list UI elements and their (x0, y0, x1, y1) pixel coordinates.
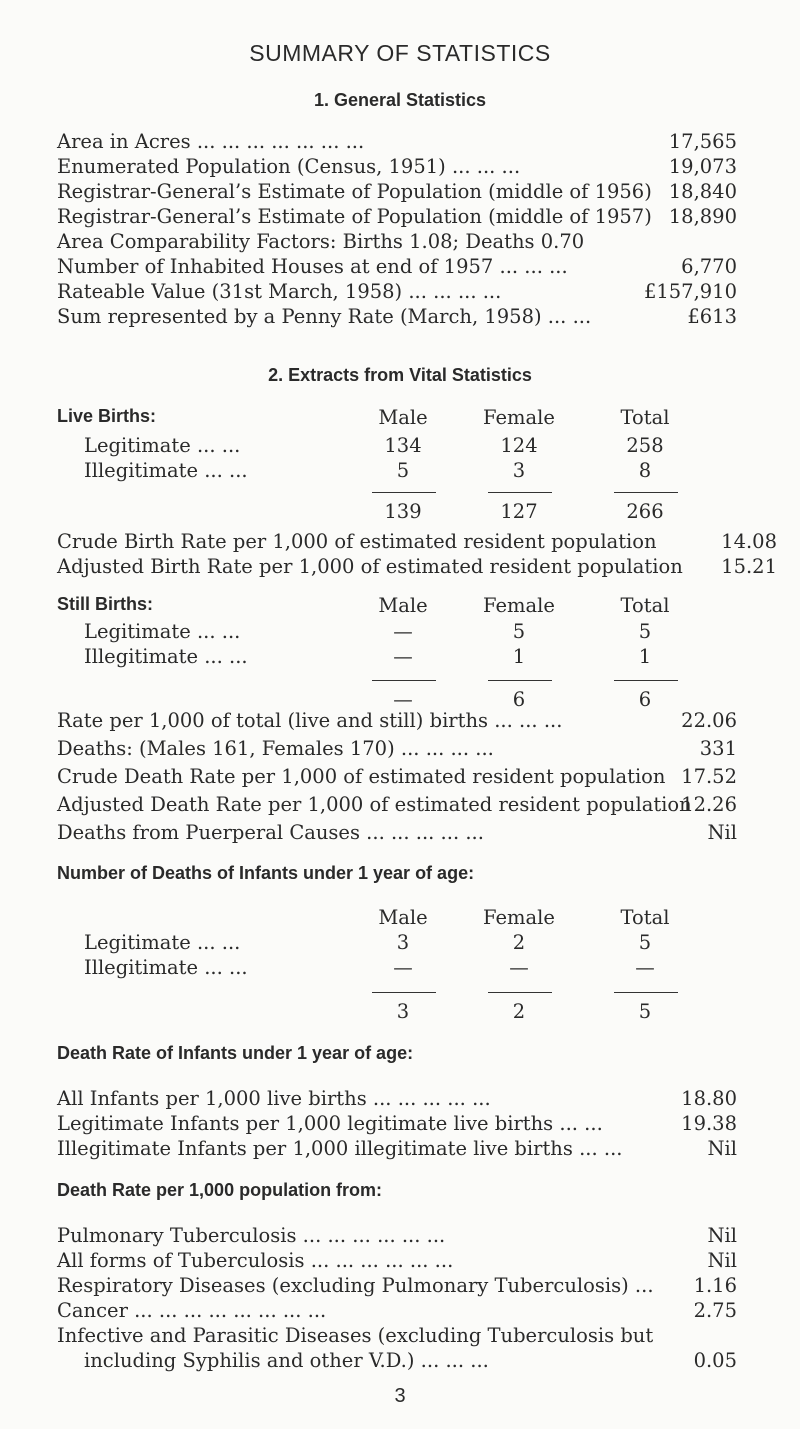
divider (488, 680, 552, 681)
population-rate-value: Nil (707, 1224, 737, 1247)
infant-rate-value: Nil (707, 1137, 737, 1160)
total-cell: 127 (500, 500, 538, 523)
table-cell: 5 (638, 620, 652, 643)
still-births-title: Still Births: (57, 594, 154, 614)
table-row-label: Illegitimate ... ... (84, 459, 248, 482)
table-row-label: Legitimate ... ... (84, 931, 241, 954)
infant-rate-value: 19.38 (681, 1112, 737, 1135)
divider (614, 492, 678, 493)
rate-label: Adjusted Birth Rate per 1,000 of estimated resident population (57, 555, 683, 578)
death-row-value: 17.52 (681, 765, 737, 788)
population-rate-row (57, 1349, 737, 1373)
divider (488, 992, 552, 993)
table-cell: 1 (512, 645, 526, 668)
rate-label: Crude Birth Rate per 1,000 of estimated resident population (57, 530, 657, 553)
column-header: Total (620, 594, 670, 617)
table-cell: 2 (512, 931, 526, 954)
general-row (57, 205, 737, 229)
general-row (57, 180, 737, 204)
general-statistics-heading: 1. General Statistics (313, 90, 487, 110)
infant-rate-row (57, 1087, 737, 1111)
infant-rate-label: All Infants per 1,000 live births ... ... ... ... ... (57, 1087, 491, 1110)
column-header: Female (483, 906, 555, 929)
total-cell: 139 (384, 500, 422, 523)
total-cell: 5 (638, 1000, 652, 1023)
table-row-label: Illegitimate ... ... (84, 956, 248, 979)
table-cell: 3 (512, 459, 526, 482)
divider (372, 992, 436, 993)
table-cell: — (393, 956, 413, 979)
page-title: SUMMARY OF STATISTICS (249, 40, 551, 66)
population-rate-row (57, 1324, 737, 1348)
table-cell: 8 (638, 459, 652, 482)
population-rate-value: 1.16 (693, 1274, 737, 1297)
population-rate-title: Death Rate per 1,000 population from: (57, 1180, 383, 1200)
death-row-label: Adjusted Death Rate per 1,000 of estimated resident population (57, 793, 692, 816)
table-row-label: Illegitimate ... ... (84, 645, 248, 668)
infant-rate-row (57, 1112, 737, 1136)
population-rate-label: All forms of Tuberculosis ... ... ... ... ... ... (57, 1249, 454, 1272)
table-cell: 5 (638, 931, 652, 954)
general-row-label: Area in Acres ... ... ... ... ... ... ... (57, 130, 365, 153)
death-row-value: 331 (699, 737, 737, 760)
table-cell: 124 (500, 434, 538, 457)
population-rate-row (57, 1274, 737, 1298)
population-rate-label: Respiratory Diseases (excluding Pulmonary Tuberculosis) ... (57, 1274, 654, 1297)
death-row-label: Rate per 1,000 of total (live and still) births ... ... ... (57, 709, 563, 732)
divider (488, 492, 552, 493)
column-header: Total (620, 906, 670, 929)
table-cell: 134 (384, 434, 422, 457)
rate-row (57, 530, 777, 554)
table-cell: — (635, 956, 655, 979)
divider (372, 492, 436, 493)
population-rate-row (57, 1299, 737, 1323)
death-row-label: Deaths: (Males 161, Females 170) ... ... ... ... (57, 737, 494, 760)
general-row-label: Rateable Value (31st March, 1958) ... ... ... ... (57, 280, 502, 303)
infant-rate-row (57, 1137, 737, 1161)
total-cell: 6 (512, 688, 526, 711)
population-rate-row (57, 1224, 737, 1248)
death-row-label: Crude Death Rate per 1,000 of estimated resident population (57, 765, 666, 788)
general-row-label: Area Comparability Factors: Births 1.08; Deaths 0.70 (57, 230, 585, 253)
population-rate-value: 2.75 (693, 1299, 737, 1322)
total-cell: — (393, 688, 413, 711)
column-header: Male (378, 406, 428, 429)
infant-rate-label: Illegitimate Infants per 1,000 illegitimate live births ... ... (57, 1137, 623, 1160)
death-row-value: 12.26 (681, 793, 737, 816)
table-cell: 258 (626, 434, 664, 457)
column-header: Total (620, 406, 670, 429)
column-header: Female (483, 406, 555, 429)
general-row (57, 280, 737, 304)
column-header: Male (378, 594, 428, 617)
infant-rate-label: Legitimate Infants per 1,000 legitimate live births ... ... (57, 1112, 603, 1135)
rate-value: 14.08 (721, 530, 777, 553)
total-cell: 3 (396, 1000, 410, 1023)
population-rate-value: Nil (707, 1249, 737, 1272)
general-row (57, 155, 737, 179)
table-cell: — (393, 620, 413, 643)
divider (614, 680, 678, 681)
table-row-label: Legitimate ... ... (84, 620, 241, 643)
death-row-label: Deaths from Puerperal Causes ... ... ... ... ... (57, 821, 484, 844)
population-rate-label: Pulmonary Tuberculosis ... ... ... ... ... ... (57, 1224, 446, 1247)
live-births-title: Live Births: (57, 406, 157, 426)
general-row-value: 19,073 (668, 155, 737, 178)
death-row-value: 22.06 (681, 709, 737, 732)
general-row (57, 130, 737, 154)
table-cell: 3 (396, 931, 410, 954)
page-number: 3 (394, 1385, 406, 1407)
general-row-value: 18,890 (668, 205, 737, 228)
death-row (57, 737, 737, 761)
general-row-label: Registrar-General’s Estimate of Population (middle of 1956) (57, 180, 652, 203)
infant-deaths-title: Number of Deaths of Infants under 1 year of age: (57, 863, 475, 883)
rate-value: 15.21 (721, 555, 777, 578)
total-cell: 266 (626, 500, 664, 523)
general-row (57, 305, 737, 329)
table-cell: — (509, 956, 529, 979)
table-cell: — (393, 645, 413, 668)
divider (614, 992, 678, 993)
total-cell: 6 (638, 688, 652, 711)
population-rate-label: including Syphilis and other V.D.) ... ... ... (84, 1349, 489, 1372)
rate-row (57, 555, 777, 579)
divider (372, 680, 436, 681)
general-row-label: Sum represented by a Penny Rate (March, 1958) ... ... (57, 305, 592, 328)
infant-rate-title: Death Rate of Infants under 1 year of age: (57, 1043, 414, 1063)
death-row (57, 709, 737, 733)
table-cell: 1 (638, 645, 652, 668)
population-rate-label: Cancer ... ... ... ... ... ... ... ... (57, 1299, 327, 1322)
infant-rate-value: 18.80 (681, 1087, 737, 1110)
general-row-value: 6,770 (681, 255, 737, 278)
death-row (57, 765, 737, 789)
population-rate-row (57, 1249, 737, 1273)
table-cell: 5 (396, 459, 410, 482)
general-row-label: Number of Inhabited Houses at end of 1957 ... ... ... (57, 255, 568, 278)
general-row-value: £157,910 (643, 280, 737, 303)
column-header: Male (378, 906, 428, 929)
general-row-value: £613 (687, 305, 737, 328)
population-rate-label: Infective and Parasitic Diseases (excluding Tuberculosis but (57, 1324, 654, 1347)
general-row (57, 255, 737, 279)
death-row (57, 793, 737, 817)
general-row-value: 17,565 (668, 130, 737, 153)
vital-statistics-heading: 2. Extracts from Vital Statistics (268, 365, 532, 385)
total-cell: 2 (512, 1000, 526, 1023)
population-rate-value: 0.05 (693, 1349, 737, 1372)
column-header: Female (483, 594, 555, 617)
general-row-label: Registrar-General’s Estimate of Population (middle of 1957) (57, 205, 652, 228)
death-row-value: Nil (707, 821, 737, 844)
general-row (57, 230, 737, 254)
death-row (57, 821, 737, 845)
general-row-value: 18,840 (668, 180, 737, 203)
table-cell: 5 (512, 620, 526, 643)
general-row-label: Enumerated Population (Census, 1951) ... ... ... (57, 155, 521, 178)
table-row-label: Legitimate ... ... (84, 434, 241, 457)
